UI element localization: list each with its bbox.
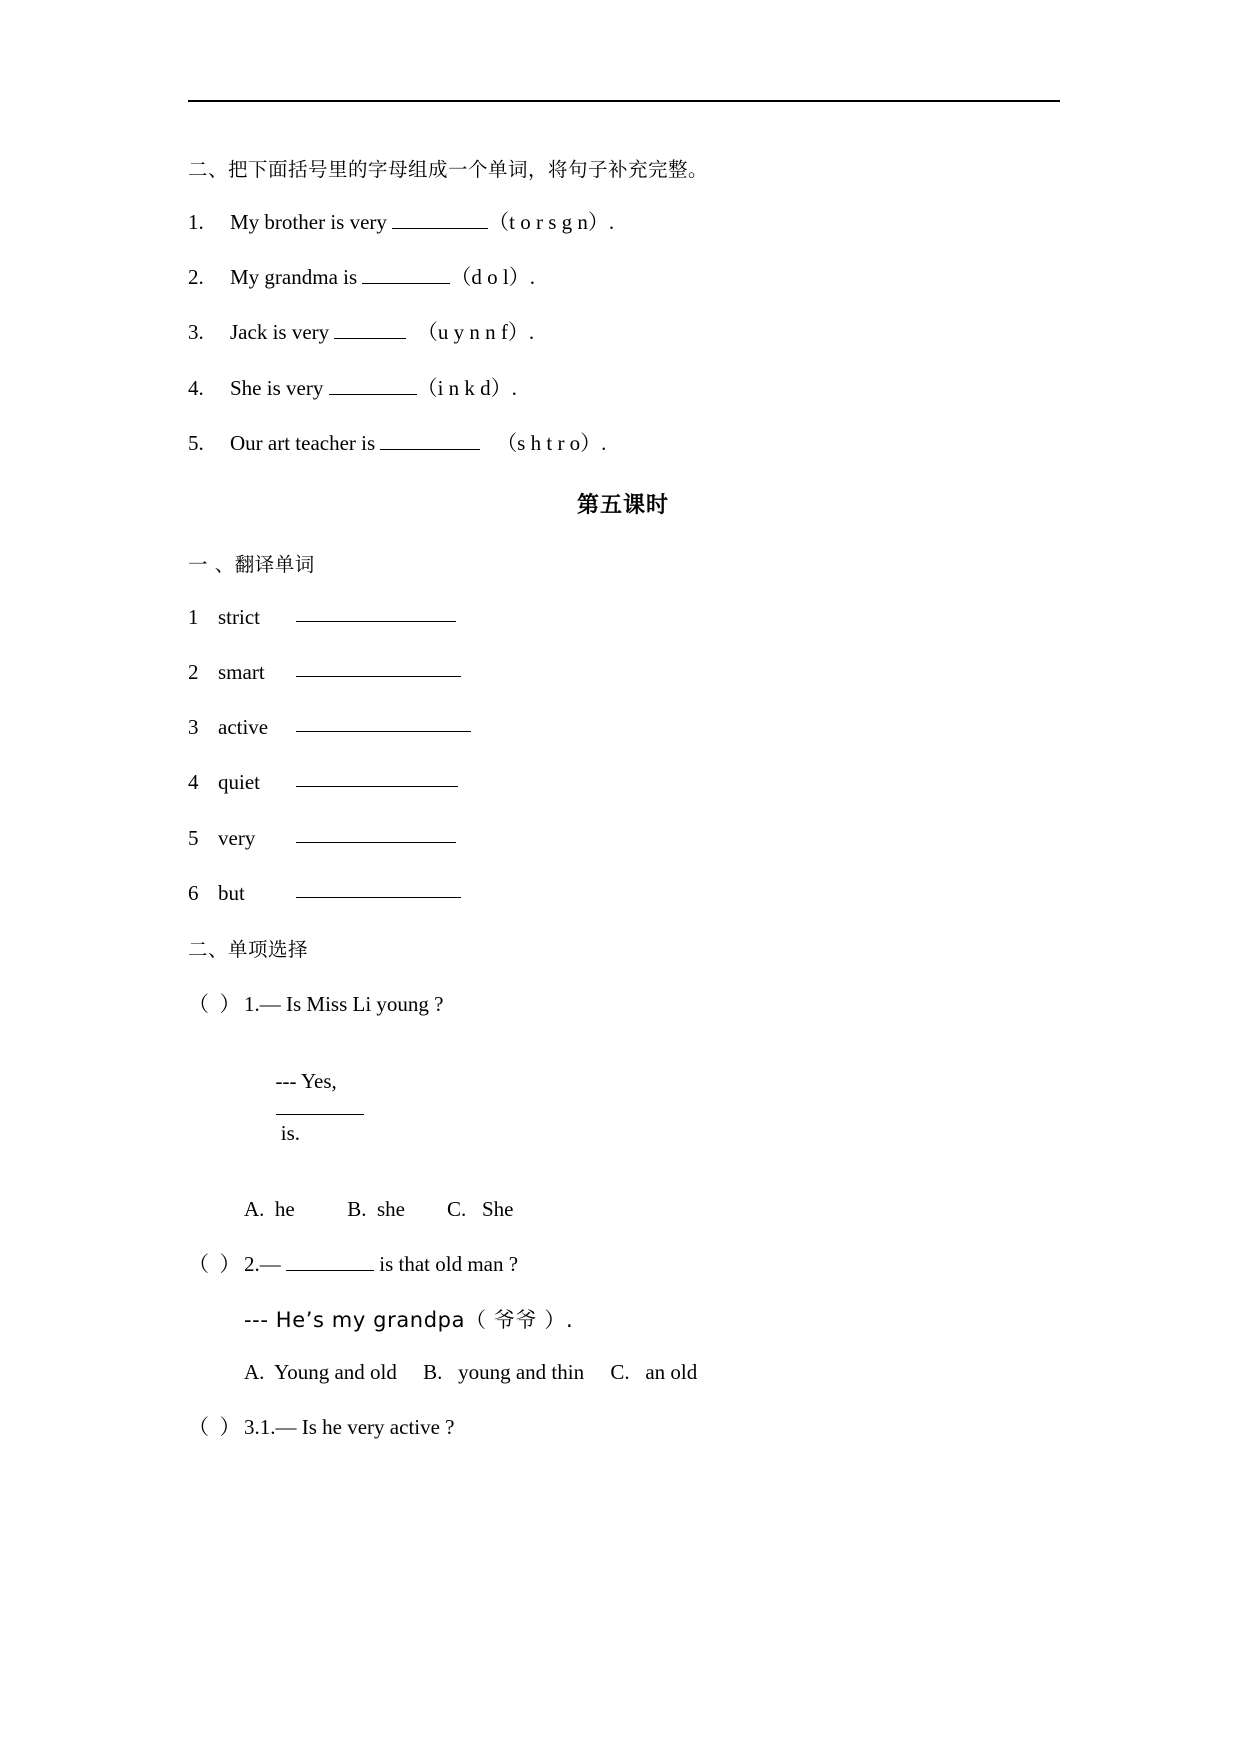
item-text-before: Our art teacher is <box>230 430 381 455</box>
header-divider <box>188 100 1060 102</box>
answer-blank[interactable] <box>296 656 461 677</box>
multiple-choice-question-3 <box>188 1411 1058 1441</box>
item-text-before: Jack is very <box>230 320 335 345</box>
translate-item-5 <box>188 824 1058 851</box>
answer-blank[interactable] <box>392 208 488 229</box>
answer-text-before: --- Yes, <box>275 1069 343 1094</box>
multiple-choice-question-1 <box>188 988 1058 1018</box>
answer-blank[interactable] <box>296 822 456 843</box>
answer-blank[interactable] <box>296 601 456 622</box>
translate-item-3 <box>188 713 1058 740</box>
question-2-choices[interactable]: A. Young and old B. young and thin C. an old <box>244 1360 698 1384</box>
answer-blank[interactable] <box>362 263 450 284</box>
question-stem: — Is Miss Li young ? <box>259 992 444 1017</box>
item-number: 2 <box>188 660 199 685</box>
fill-blank-item-2 <box>188 263 1058 290</box>
item-text-after: （i n k d）. <box>416 375 517 400</box>
item-number: 3. <box>188 320 204 345</box>
item-text-before: She is very <box>230 375 329 400</box>
vocab-word: active <box>218 715 269 740</box>
item-text-before: My brother is very <box>230 209 393 234</box>
question-stem: 1.— Is he very active ? <box>259 1415 455 1439</box>
fill-blank-item-1 <box>188 208 1058 235</box>
translate-item-4 <box>188 769 1058 796</box>
fill-blank-item-5 <box>188 429 1058 456</box>
document-body <box>188 100 1058 1467</box>
item-text-after: （s h t r o）. <box>480 430 607 455</box>
question-stem-before: — <box>259 1252 286 1276</box>
answer-blank[interactable] <box>296 877 461 898</box>
item-text-after: （t o r s g n）. <box>488 209 615 234</box>
item-text-after: （u y n n f）. <box>406 320 535 345</box>
item-text-after: （d o l）. <box>450 265 535 290</box>
section-3-heading: 二、单项选择 <box>188 938 309 962</box>
fill-blank-item-4 <box>188 374 1058 401</box>
translate-item-6 <box>188 879 1058 906</box>
answer-blank[interactable] <box>334 318 406 339</box>
question-2-answer-line: --- He’s my grandpa（ 爷爷 ）. <box>244 1308 574 1332</box>
item-number: 6 <box>188 880 199 905</box>
question-1-choices[interactable]: A. he B. she C. She <box>244 1197 514 1221</box>
fill-blank-item-3 <box>188 318 1058 345</box>
translate-item-2 <box>188 658 1058 685</box>
answer-parenthesis[interactable]: （ ） <box>188 992 241 1017</box>
multiple-choice-question-2 <box>188 1248 1058 1278</box>
answer-blank[interactable] <box>286 1250 374 1271</box>
item-number: 5. <box>188 430 204 455</box>
lesson-title: 第五课时 <box>576 492 669 518</box>
answer-text-after: is. <box>275 1121 301 1145</box>
answer-blank[interactable] <box>329 374 417 395</box>
item-number: 1 <box>188 604 199 629</box>
answer-parenthesis[interactable]: （ ） <box>188 1252 241 1276</box>
answer-blank[interactable] <box>380 429 480 450</box>
answer-blank[interactable] <box>276 1094 364 1115</box>
item-number: 4. <box>188 375 204 400</box>
item-number: 3 <box>188 715 199 740</box>
question-number: 2. <box>244 1252 260 1276</box>
answer-blank[interactable] <box>296 767 458 788</box>
question-number: 1. <box>244 992 260 1017</box>
item-text-before: My grandma is <box>230 265 363 290</box>
question-number: 3. <box>244 1415 260 1439</box>
question-1-answer-line <box>244 1044 1058 1171</box>
item-number: 2. <box>188 265 204 290</box>
vocab-word: but <box>218 880 245 905</box>
item-number: 1. <box>188 209 204 234</box>
vocab-word: smart <box>218 660 265 685</box>
question-stem-after: is that old man ? <box>374 1252 519 1276</box>
vocab-word: quiet <box>218 770 260 795</box>
item-number: 5 <box>188 825 199 850</box>
answer-blank[interactable] <box>296 711 471 732</box>
translate-item-1 <box>188 603 1058 630</box>
item-number: 4 <box>188 770 199 795</box>
answer-parenthesis[interactable]: （ ） <box>188 1415 241 1439</box>
section-1-heading: 二、把下面括号里的字母组成一个单词，将句子补充完整。 <box>188 158 709 181</box>
vocab-word: strict <box>218 604 260 629</box>
vocab-word: very <box>218 825 256 850</box>
section-2-heading: 一 、翻译单词 <box>188 552 315 576</box>
